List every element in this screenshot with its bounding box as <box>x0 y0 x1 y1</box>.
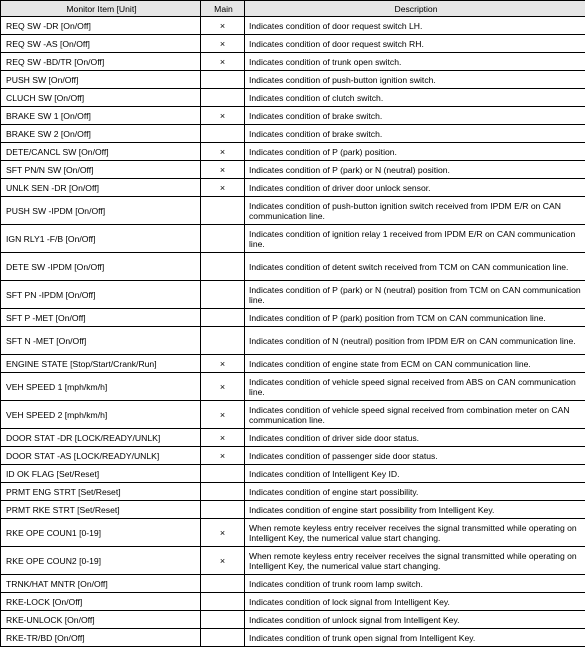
main-mark-cell: × <box>201 547 245 575</box>
monitor-item-cell: VEH SPEED 1 [mph/km/h] <box>1 373 201 401</box>
header-monitor-item: Monitor Item [Unit] <box>1 1 201 17</box>
main-mark-cell: × <box>201 107 245 125</box>
table-row <box>1 429 585 447</box>
table-row <box>1 143 585 161</box>
main-mark-cell: × <box>201 17 245 35</box>
description-cell: Indicates condition of vehicle speed signal received from combination meter on CAN communication line. <box>245 401 585 429</box>
table-row <box>1 611 585 629</box>
monitor-item-cell: SFT N -MET [On/Off] <box>1 327 201 355</box>
table-row <box>1 519 585 547</box>
table-row <box>1 483 585 501</box>
main-mark-cell <box>201 327 245 355</box>
main-mark-cell: × <box>201 519 245 547</box>
monitor-item-cell: RKE-TR/BD [On/Off] <box>1 629 201 647</box>
main-mark-cell: × <box>201 143 245 161</box>
main-mark-cell <box>201 125 245 143</box>
monitor-item-cell: RKE OPE COUN1 [0-19] <box>1 519 201 547</box>
table-row <box>1 401 585 429</box>
table-row <box>1 253 585 281</box>
table-row <box>1 447 585 465</box>
main-mark-cell <box>201 575 245 593</box>
monitor-item-cell: RKE-UNLOCK [On/Off] <box>1 611 201 629</box>
main-mark-cell <box>201 611 245 629</box>
description-cell: Indicates condition of unlock signal from Intelligent Key. <box>245 611 585 629</box>
table-row <box>1 89 585 107</box>
table-row <box>1 547 585 575</box>
table-row <box>1 225 585 253</box>
description-cell: Indicates condition of N (neutral) position from IPDM E/R on CAN communication line. <box>245 327 585 355</box>
main-mark-cell <box>201 629 245 647</box>
description-cell: When remote keyless entry receiver receives the signal transmitted while operating on Intelligent Key, the numerical value start changing. <box>245 519 585 547</box>
monitor-item-cell: RKE-LOCK [On/Off] <box>1 593 201 611</box>
main-mark-cell: × <box>201 355 245 373</box>
table-header-row <box>1 1 585 17</box>
description-cell: Indicates condition of engine start possibility from Intelligent Key. <box>245 501 585 519</box>
monitor-item-cell: PRMT ENG STRT [Set/Reset] <box>1 483 201 501</box>
description-cell: Indicates condition of P (park) or N (neutral) position from TCM on CAN communication line. <box>245 281 585 309</box>
table-row <box>1 197 585 225</box>
description-cell: Indicates condition of trunk room lamp switch. <box>245 575 585 593</box>
monitor-item-cell: UNLK SEN -DR [On/Off] <box>1 179 201 197</box>
description-cell: Indicates condition of door request switch RH. <box>245 35 585 53</box>
main-mark-cell <box>201 501 245 519</box>
description-cell: Indicates condition of driver door unlock sensor. <box>245 179 585 197</box>
monitor-item-cell: CLUCH SW [On/Off] <box>1 89 201 107</box>
description-cell: Indicates condition of passenger side door status. <box>245 447 585 465</box>
table-row <box>1 107 585 125</box>
description-cell: Indicates condition of clutch switch. <box>245 89 585 107</box>
monitor-item-cell: PRMT RKE STRT [Set/Reset] <box>1 501 201 519</box>
description-cell: Indicates condition of push-button ignition switch received from IPDM E/R on CAN communication line. <box>245 197 585 225</box>
description-cell: Indicates condition of Intelligent Key ID. <box>245 465 585 483</box>
table-body <box>1 17 585 647</box>
main-mark-cell: × <box>201 401 245 429</box>
main-mark-cell <box>201 281 245 309</box>
table-row <box>1 179 585 197</box>
description-cell: Indicates condition of brake switch. <box>245 125 585 143</box>
table-row <box>1 125 585 143</box>
main-mark-cell: × <box>201 161 245 179</box>
main-mark-cell <box>201 225 245 253</box>
description-cell: Indicates condition of P (park) position from TCM on CAN communication line. <box>245 309 585 327</box>
description-cell: Indicates condition of engine state from ECM on CAN communication line. <box>245 355 585 373</box>
description-cell: Indicates condition of push-button ignition switch. <box>245 71 585 89</box>
monitor-item-cell: DOOR STAT -AS [LOCK/READY/UNLK] <box>1 447 201 465</box>
table-row <box>1 593 585 611</box>
description-cell: Indicates condition of trunk open switch. <box>245 53 585 71</box>
description-cell: Indicates condition of detent switch received from TCM on CAN communication line. <box>245 253 585 281</box>
description-cell: Indicates condition of vehicle speed signal received from ABS on CAN communication line. <box>245 373 585 401</box>
monitor-item-cell: DOOR STAT -DR [LOCK/READY/UNLK] <box>1 429 201 447</box>
monitor-item-cell: SFT PN -IPDM [On/Off] <box>1 281 201 309</box>
main-mark-cell: × <box>201 373 245 401</box>
main-mark-cell <box>201 89 245 107</box>
table-row <box>1 17 585 35</box>
description-cell: Indicates condition of trunk open signal from Intelligent Key. <box>245 629 585 647</box>
main-mark-cell <box>201 197 245 225</box>
description-cell: Indicates condition of P (park) or N (neutral) position. <box>245 161 585 179</box>
table-row <box>1 161 585 179</box>
monitor-item-cell: PUSH SW -IPDM [On/Off] <box>1 197 201 225</box>
monitor-item-cell: PUSH SW [On/Off] <box>1 71 201 89</box>
monitor-item-cell: REQ SW -BD/TR [On/Off] <box>1 53 201 71</box>
main-mark-cell <box>201 483 245 501</box>
monitor-item-cell: SFT PN/N SW [On/Off] <box>1 161 201 179</box>
table-row <box>1 501 585 519</box>
monitor-item-cell: RKE OPE COUN2 [0-19] <box>1 547 201 575</box>
monitor-item-cell: ID OK FLAG [Set/Reset] <box>1 465 201 483</box>
header-main: Main <box>201 1 245 17</box>
main-mark-cell <box>201 309 245 327</box>
monitor-item-cell: VEH SPEED 2 [mph/km/h] <box>1 401 201 429</box>
monitor-item-cell: IGN RLY1 -F/B [On/Off] <box>1 225 201 253</box>
description-cell: Indicates condition of driver side door status. <box>245 429 585 447</box>
description-cell: When remote keyless entry receiver receives the signal transmitted while operating on Intelligent Key, the numerical value start changing. <box>245 547 585 575</box>
table-row <box>1 71 585 89</box>
description-cell: Indicates condition of brake switch. <box>245 107 585 125</box>
main-mark-cell <box>201 253 245 281</box>
table-row <box>1 575 585 593</box>
main-mark-cell <box>201 465 245 483</box>
description-cell: Indicates condition of lock signal from Intelligent Key. <box>245 593 585 611</box>
header-description: Description <box>245 1 585 17</box>
table-row <box>1 35 585 53</box>
table-row <box>1 309 585 327</box>
main-mark-cell: × <box>201 35 245 53</box>
description-cell: Indicates condition of engine start possibility. <box>245 483 585 501</box>
monitor-item-cell: BRAKE SW 1 [On/Off] <box>1 107 201 125</box>
monitor-item-cell: REQ SW -AS [On/Off] <box>1 35 201 53</box>
main-mark-cell: × <box>201 53 245 71</box>
main-mark-cell <box>201 71 245 89</box>
monitor-item-cell: DETE/CANCL SW [On/Off] <box>1 143 201 161</box>
description-cell: Indicates condition of ignition relay 1 received from IPDM E/R on CAN communication line. <box>245 225 585 253</box>
table-row <box>1 53 585 71</box>
monitor-item-cell: ENGINE STATE [Stop/Start/Crank/Run] <box>1 355 201 373</box>
main-mark-cell: × <box>201 447 245 465</box>
table-row <box>1 629 585 647</box>
monitor-item-cell: REQ SW -DR [On/Off] <box>1 17 201 35</box>
description-cell: Indicates condition of door request switch LH. <box>245 17 585 35</box>
monitor-item-cell: BRAKE SW 2 [On/Off] <box>1 125 201 143</box>
table-row <box>1 327 585 355</box>
main-mark-cell <box>201 593 245 611</box>
description-cell: Indicates condition of P (park) position. <box>245 143 585 161</box>
table-row <box>1 281 585 309</box>
monitor-item-cell: SFT P -MET [On/Off] <box>1 309 201 327</box>
table-row <box>1 373 585 401</box>
table-row <box>1 355 585 373</box>
main-mark-cell: × <box>201 179 245 197</box>
monitor-item-cell: DETE SW -IPDM [On/Off] <box>1 253 201 281</box>
monitor-item-cell: TRNK/HAT MNTR [On/Off] <box>1 575 201 593</box>
table-row <box>1 465 585 483</box>
main-mark-cell: × <box>201 429 245 447</box>
